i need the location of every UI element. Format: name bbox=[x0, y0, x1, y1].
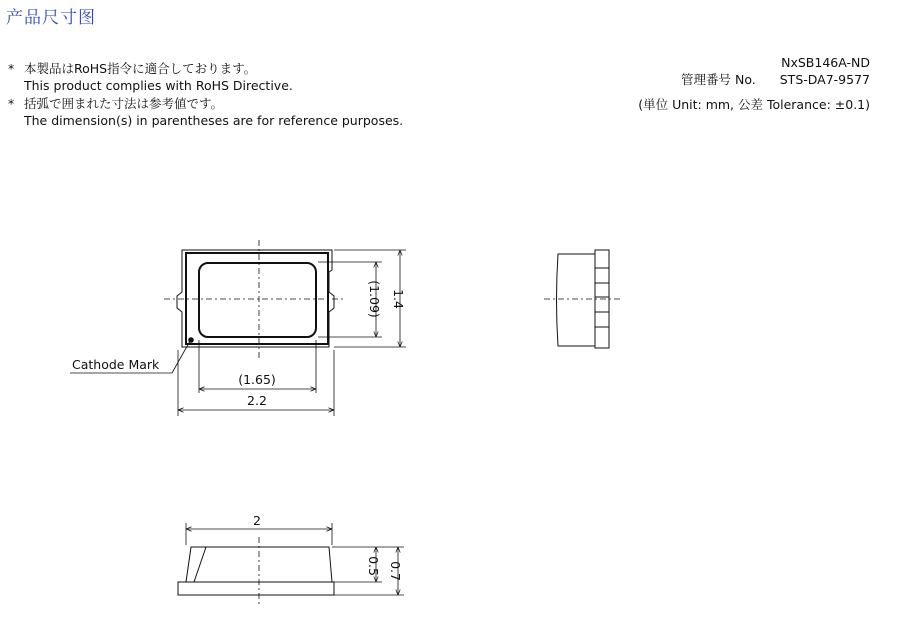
dim-width: 2.2 bbox=[247, 393, 267, 408]
note-bullet: * bbox=[8, 96, 15, 111]
cathode-leader bbox=[172, 341, 190, 373]
cathode-label: Cathode Mark bbox=[72, 357, 160, 372]
end-view bbox=[544, 250, 622, 348]
note-reference-en: The dimension(s) in parentheses are for reference purposes. bbox=[24, 113, 404, 128]
management-label: 管理番号 No. bbox=[681, 72, 756, 87]
note-reference-ja: 括弧で囲まれた寸法は参考値です。 bbox=[24, 96, 224, 111]
top-view-frame bbox=[186, 253, 328, 344]
tolerance-note: (単位 Unit: mm, 公差 Tolerance: ±0.1) bbox=[638, 97, 870, 112]
dim-side-upper: 0.5 bbox=[366, 556, 381, 576]
dim-side-total: 0.7 bbox=[388, 561, 403, 581]
note-rohs-en: This product complies with RoHS Directive. bbox=[24, 78, 293, 93]
management-number: STS-DA7-9577 bbox=[779, 72, 870, 87]
side-view bbox=[178, 513, 404, 606]
top-view bbox=[70, 240, 406, 416]
dim-inner-height: (1.09) bbox=[367, 280, 382, 318]
side-view-base bbox=[178, 582, 334, 595]
dim-side-width: 2 bbox=[253, 513, 261, 528]
page-title: 产品尺寸图 bbox=[6, 8, 96, 28]
side-view-lens-edge bbox=[194, 547, 206, 582]
note-rohs-ja: 本製品はRoHS指令に適合しております。 bbox=[24, 61, 257, 76]
dim-inner-width: (1.65) bbox=[238, 372, 276, 387]
note-bullet: * bbox=[8, 61, 15, 76]
model-number: NxSB146A-ND bbox=[781, 55, 870, 70]
top-view-lens bbox=[199, 263, 316, 337]
end-view-body bbox=[557, 254, 596, 346]
dim-height: 1.4 bbox=[391, 289, 406, 309]
